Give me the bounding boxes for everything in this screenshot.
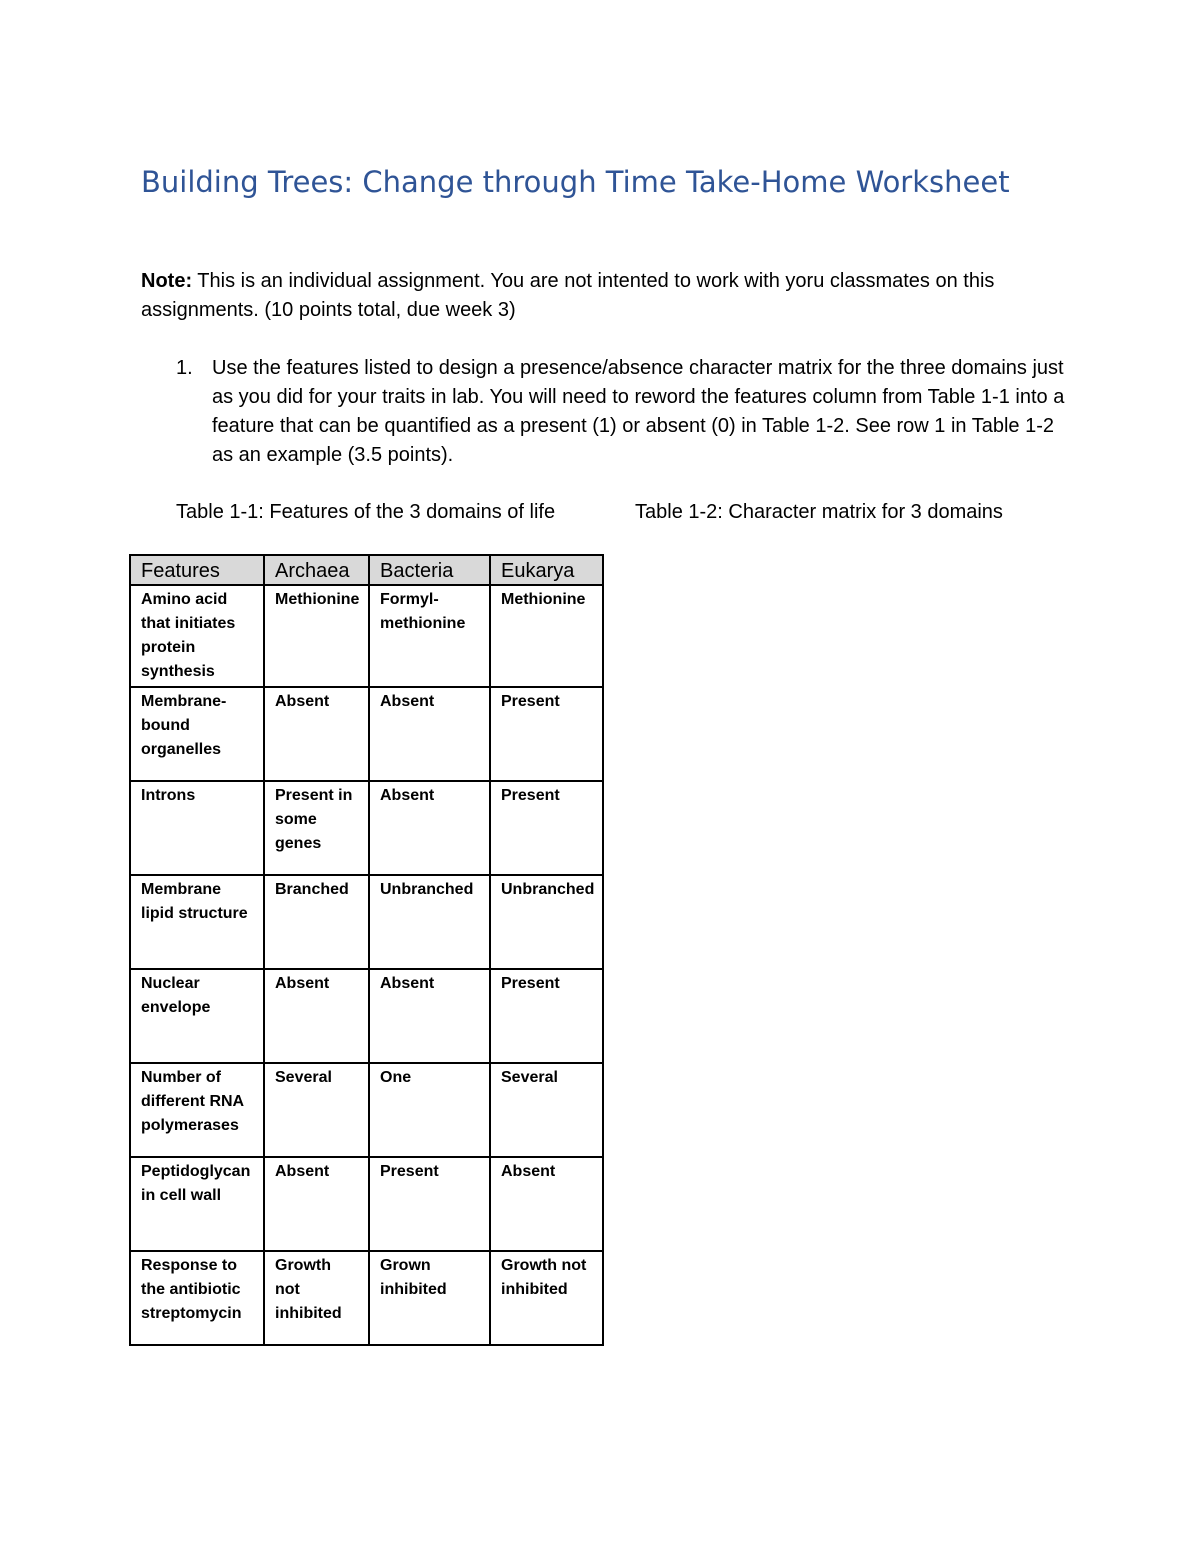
archaea-cell: Absent xyxy=(264,687,369,781)
eukarya-cell: Methionine xyxy=(490,585,603,687)
header-archaea: Archaea xyxy=(264,555,369,585)
table-1-2-caption: Table 1-2: Character matrix for 3 domains xyxy=(635,501,1003,523)
feature-cell: Amino acid that initiates protein synthesis xyxy=(130,585,264,687)
eukarya-cell: Unbranched xyxy=(490,875,603,969)
table-row xyxy=(130,969,603,1063)
eukarya-cell: Present xyxy=(490,969,603,1063)
feature-cell: Response to the antibiotic streptomycin xyxy=(130,1251,264,1345)
question-text: Use the features listed to design a presence/absence character matrix for the three domains just as you did for your traits in lab. You will need to reword the features column from Table 1-1 into a feature that can be quantified as a present (1) or absent (0) in Table 1-2. See row 1 in Table 1-2 as an example (3.5 points). xyxy=(212,357,1065,466)
archaea-cell: Growth not inhibited xyxy=(264,1251,369,1345)
feature-cell: Membrane-bound organelles xyxy=(130,687,264,781)
eukarya-cell: Absent xyxy=(490,1157,603,1251)
table-row xyxy=(130,687,603,781)
table-row xyxy=(130,585,603,687)
feature-cell: Membrane lipid structure xyxy=(130,875,264,969)
archaea-cell: Absent xyxy=(264,969,369,1063)
features-table xyxy=(129,554,604,1346)
table-1-1-caption: Table 1-1: Features of the 3 domains of life xyxy=(176,501,556,523)
feature-cell: Peptidoglycan in cell wall xyxy=(130,1157,264,1251)
bacteria-cell: Absent xyxy=(369,969,490,1063)
table-row xyxy=(130,1251,603,1345)
note-text: This is an individual assignment. You are not intented to work with yoru classmates on this assignments. (10 points total, due week 3) xyxy=(141,270,995,321)
eukarya-cell: Present xyxy=(490,781,603,875)
eukarya-cell: Present xyxy=(490,687,603,781)
feature-cell: Number of different RNA polymerases xyxy=(130,1063,264,1157)
header-eukarya: Eukarya xyxy=(490,555,603,585)
feature-cell: Introns xyxy=(130,781,264,875)
bacteria-cell: One xyxy=(369,1063,490,1157)
bacteria-cell: Absent xyxy=(369,781,490,875)
question-number: 1. xyxy=(176,357,193,379)
bacteria-cell: Absent xyxy=(369,687,490,781)
archaea-cell: Methionine xyxy=(264,585,369,687)
header-features: Features xyxy=(130,555,264,585)
table-row xyxy=(130,1063,603,1157)
archaea-cell: Present in some genes xyxy=(264,781,369,875)
worksheet-title: Building Trees: Change through Time Take-Home Worksheet xyxy=(141,165,1010,199)
table-header-row xyxy=(130,555,603,585)
table-row xyxy=(130,1157,603,1251)
bacteria-cell: Present xyxy=(369,1157,490,1251)
bacteria-cell: Formyl-methionine xyxy=(369,585,490,687)
archaea-cell: Absent xyxy=(264,1157,369,1251)
bacteria-cell: Unbranched xyxy=(369,875,490,969)
question-1 xyxy=(176,354,1076,470)
header-bacteria: Bacteria xyxy=(369,555,490,585)
archaea-cell: Several xyxy=(264,1063,369,1157)
archaea-cell: Branched xyxy=(264,875,369,969)
note-label: Note: xyxy=(141,270,193,292)
eukarya-cell: Growth not inhibited xyxy=(490,1251,603,1345)
table-row xyxy=(130,875,603,969)
eukarya-cell: Several xyxy=(490,1063,603,1157)
table-row xyxy=(130,781,603,875)
assignment-note xyxy=(141,267,1081,325)
bacteria-cell: Grown inhibited xyxy=(369,1251,490,1345)
feature-cell: Nuclear envelope xyxy=(130,969,264,1063)
